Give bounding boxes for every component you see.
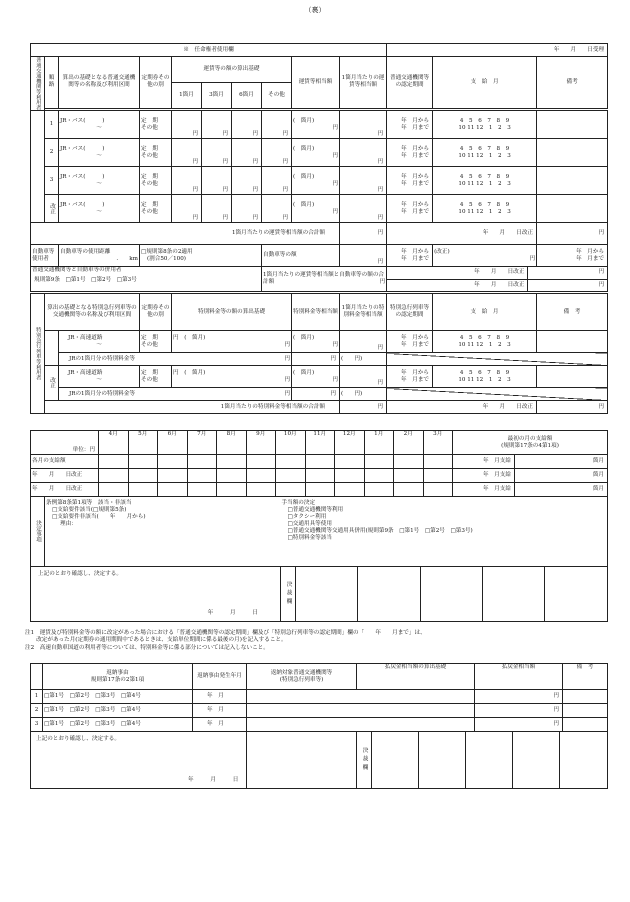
- refund-date[interactable]: 年 月: [193, 704, 247, 718]
- confirm-text: 上記のとおり確認し、決定する。: [38, 571, 122, 577]
- amount-cell[interactable]: [128, 455, 158, 469]
- car-from-2[interactable]: 年 月から: [576, 248, 605, 255]
- car-yen-2[interactable]: 円: [529, 255, 536, 262]
- amount-cell[interactable]: [158, 455, 188, 469]
- express-table: [30, 293, 608, 414]
- refund-row-no: 2: [31, 704, 43, 718]
- ticket-teiki: 定 期: [141, 201, 158, 208]
- note-1a: 注1 運賃及び特別料金等の額に改定があった場合における「普通交通機関等の認定期間」欄及び「特別急行列車等の認定期間」欄の「 年 月まで」は、: [25, 630, 426, 636]
- refund-target[interactable]: [247, 718, 475, 732]
- express-fee-yen: 円: [332, 341, 339, 348]
- months-b[interactable]: 10 11 12 1 2 3: [458, 376, 511, 383]
- row-no-revised: 改正: [45, 195, 59, 223]
- amount-cell[interactable]: [187, 469, 217, 483]
- ticket-other: その他: [141, 152, 158, 159]
- period-from[interactable]: 年 月から: [401, 369, 430, 376]
- period-from[interactable]: 年 月から: [401, 145, 430, 152]
- refund-date-line[interactable]: 年 月 日: [188, 777, 239, 784]
- col-route-no: 順路: [45, 57, 59, 109]
- period-to[interactable]: 年 月まで: [401, 152, 430, 159]
- amount-cell[interactable]: [246, 455, 276, 469]
- pay-month-cell[interactable]: 年 月支給: [453, 455, 515, 469]
- table-row: [31, 111, 608, 139]
- period-from[interactable]: 年 月から: [401, 173, 430, 180]
- amount-cell[interactable]: [364, 469, 394, 483]
- ticket-teiki: 定 期: [141, 369, 158, 376]
- requirement-not-met-checkbox[interactable]: □支給要件非該当( 年 月から): [52, 513, 146, 520]
- requirement-met-checkbox[interactable]: □支給要件該当(□規則第5条): [52, 506, 127, 513]
- express-tilde: ～: [96, 376, 102, 383]
- ticket-teiki: 定 期: [141, 117, 158, 124]
- express-col-basis: 算出の基礎となる特別急行列車等の交通機関等の名称及び利用区間: [45, 294, 140, 331]
- row-no: 2: [45, 139, 59, 167]
- monthly-yen[interactable]: 円: [340, 139, 387, 167]
- ordinance-line[interactable]: 条例第8条第1項等 該当・非該当: [46, 500, 132, 506]
- express-route[interactable]: JR・高速道路: [68, 334, 103, 341]
- approval-stamp-area[interactable]: [466, 732, 513, 788]
- amount-cell[interactable]: [335, 469, 365, 483]
- amount-cell[interactable]: [187, 483, 217, 497]
- month-header: 2月: [394, 431, 424, 455]
- combined-yen[interactable]: 円: [379, 279, 386, 285]
- month-header: 12月: [335, 431, 365, 455]
- method-title: 手当額の決定: [281, 500, 316, 506]
- express-tilde: ～: [96, 341, 102, 348]
- fare-months[interactable]: ( 箇月): [293, 173, 315, 180]
- period-to[interactable]: 年 月まで: [401, 180, 430, 187]
- amount-cell[interactable]: [158, 483, 188, 497]
- method-vehicle-checkbox[interactable]: □交通用具等使用: [287, 520, 332, 527]
- yen-3m[interactable]: 円: [202, 139, 232, 167]
- amount-cell[interactable]: [158, 469, 188, 483]
- route-tilde: ～: [96, 124, 102, 131]
- approval-stamp-area[interactable]: [372, 732, 419, 788]
- amount-cell[interactable]: [217, 455, 247, 469]
- amount-cell[interactable]: [187, 455, 217, 469]
- combined-date-2[interactable]: 年 月 日改正: [387, 279, 528, 291]
- car-to[interactable]: 年 月まで: [401, 255, 430, 262]
- ordinary-transport-table: [30, 43, 608, 292]
- decision-label: 決定事項: [31, 497, 45, 567]
- monthly-yen[interactable]: 円: [340, 167, 387, 195]
- ticket-other: その他: [141, 376, 158, 383]
- amount-cell[interactable]: [217, 469, 247, 483]
- amount-cell[interactable]: [246, 469, 276, 483]
- first-month-sub: (規則第17条の4第1項): [501, 442, 559, 449]
- express-col-remarks: 備 考: [537, 294, 608, 331]
- payment-table: [30, 430, 608, 497]
- col-calc: 運賃等の額の算出基礎: [172, 57, 292, 83]
- yen-3m[interactable]: 円: [202, 167, 232, 195]
- col-remarks: 備考: [537, 57, 608, 109]
- car-rule-ratio: (割合50／100): [147, 255, 186, 262]
- amount-cell[interactable]: [305, 455, 335, 469]
- approval-stamp-area[interactable]: [513, 732, 560, 788]
- period-to[interactable]: 年 月まで: [401, 208, 430, 215]
- amount-cell[interactable]: [305, 483, 335, 497]
- jr-paren[interactable]: ( 円): [340, 353, 387, 366]
- car-amount-label: 自動車等の額: [263, 252, 297, 258]
- refund-amount[interactable]: 円: [475, 690, 563, 704]
- refund-col-target-sub: (特別急行列車等): [279, 676, 324, 683]
- express-route[interactable]: JR・高速道路: [68, 369, 103, 376]
- remarks-cell[interactable]: [537, 366, 608, 388]
- yen-other[interactable]: 円: [262, 195, 292, 223]
- month-header: 11月: [305, 431, 335, 455]
- table-row: [31, 690, 608, 704]
- months-b[interactable]: 10 11 12 1 2 3: [458, 152, 511, 159]
- remarks-cell[interactable]: [537, 111, 608, 139]
- refund-col-basis: 払戻金相当額の算出基礎: [357, 664, 475, 690]
- method-combined-checkbox[interactable]: □普通交通機関等交通用具併用(規則第9条 □第1号 □第2号 □第3号): [287, 527, 473, 534]
- car-user-label: 自動車等使用者: [31, 245, 59, 267]
- months-a[interactable]: 4 5 6 7 8 9: [459, 173, 510, 180]
- table-row: [31, 195, 608, 223]
- remarks-cell[interactable]: [537, 331, 608, 353]
- express-fee-yen: 円: [332, 376, 339, 383]
- ticket-teiki: 定 期: [141, 145, 158, 152]
- total-label: 1箇月当たりの運賃等相当額の合計額: [31, 223, 340, 245]
- refund-date[interactable]: 年 月: [193, 718, 247, 732]
- table-row: [31, 167, 608, 195]
- col-period: 普通交通機関等の認定期間: [387, 57, 433, 109]
- car-from[interactable]: 年 月から: [401, 248, 430, 255]
- first-month-label: 最初の月の支給額: [507, 435, 553, 442]
- months-a[interactable]: 4 5 6 7 8 9: [459, 145, 510, 152]
- route-tilde: ～: [96, 180, 102, 187]
- express-row-no: [45, 331, 59, 366]
- revision-yen[interactable]: 円: [537, 223, 608, 245]
- reason-field[interactable]: 理由：: [60, 520, 77, 527]
- amount-cell[interactable]: [217, 483, 247, 497]
- express-monthly-yen[interactable]: 円: [340, 366, 387, 388]
- period-to[interactable]: 年 月まで: [401, 341, 430, 348]
- diagonal-cell: [387, 388, 608, 401]
- jr-monthly-label: JRの1箇月分の特別料金等 円: [59, 388, 292, 401]
- revision-date[interactable]: 年 月 日改正: [387, 223, 537, 245]
- row-no: 3: [45, 167, 59, 195]
- month-header: 4月: [99, 431, 129, 455]
- yen-other[interactable]: 円: [262, 111, 292, 139]
- table-row: [31, 139, 608, 167]
- pay-month-cell[interactable]: 年 月支給: [453, 483, 515, 497]
- express-row-no-revised: 改正: [45, 366, 59, 401]
- refund-table: [30, 663, 608, 789]
- approval-stamp-area[interactable]: [545, 567, 607, 621]
- month-header: 6月: [158, 431, 188, 455]
- yen-other[interactable]: 円: [262, 139, 292, 167]
- car-revised: (改正): [434, 248, 450, 255]
- refund-remarks[interactable]: [563, 690, 608, 704]
- yen-6m[interactable]: 円: [232, 167, 262, 195]
- express-calc-yen: 円: [284, 341, 291, 348]
- route[interactable]: JR・バス( ): [60, 173, 105, 180]
- method-taxi-checkbox[interactable]: □タクシー利用: [287, 513, 327, 520]
- refund-row-no: 3: [31, 718, 43, 732]
- period-to[interactable]: 年 月まで: [401, 124, 430, 131]
- jr-paren[interactable]: ( 円): [340, 388, 387, 401]
- period-from[interactable]: 年 月から: [401, 334, 430, 341]
- row-no: 1: [45, 111, 59, 139]
- col-6m: 6箇月: [232, 82, 262, 108]
- method-express-checkbox[interactable]: □特別料金等該当: [287, 534, 332, 541]
- amount-cell[interactable]: [99, 469, 129, 483]
- express-total-yen[interactable]: 円: [340, 401, 387, 414]
- months-b[interactable]: 10 11 12 1 2 3: [458, 180, 511, 187]
- approval-stamp-area[interactable]: [419, 732, 466, 788]
- refund-amount[interactable]: 円: [475, 718, 563, 732]
- months-count-cell[interactable]: 箇月: [515, 455, 608, 469]
- express-col-fee: 特別料金等相当額: [292, 294, 340, 331]
- months-a[interactable]: 4 5 6 7 8 9: [459, 201, 510, 208]
- fare-yen: 円: [332, 124, 338, 131]
- note-2: 注2 高速自動車国道の利用者等については、特別料金等に係る部分については記入しないこと。: [25, 644, 269, 651]
- approval-stamp-area[interactable]: [296, 567, 358, 621]
- decision-table: [30, 496, 608, 622]
- table-row: [31, 704, 608, 718]
- col-1m: 1箇月: [172, 82, 202, 108]
- amount-cell[interactable]: [394, 483, 424, 497]
- route-tilde: ～: [96, 152, 102, 159]
- amount-cell[interactable]: [128, 469, 158, 483]
- month-header: 9月: [246, 431, 276, 455]
- months-b[interactable]: 10 11 12 1 2 3: [458, 208, 511, 215]
- ticket-teiki: 定 期: [141, 334, 158, 341]
- express-col-period: 特別急行列車等の認定期間: [387, 294, 433, 331]
- row-monthly-payment: 各月の支給額: [31, 455, 99, 469]
- approval-stamp-area[interactable]: [560, 732, 607, 788]
- months-a[interactable]: 4 5 6 7 8 9: [459, 334, 510, 341]
- col-monthly: 1箇月当たりの運賃等相当額: [340, 57, 387, 109]
- combined-label: 普通交通機関等と自動車等の併用者: [32, 267, 122, 273]
- refund-col-remarks: 備 考: [563, 664, 608, 690]
- category-continue: [31, 111, 45, 223]
- jr-fee-yen[interactable]: 円: [292, 353, 340, 366]
- period-from[interactable]: 年 月から: [401, 117, 430, 124]
- amount-cell[interactable]: [423, 469, 453, 483]
- yen-6m[interactable]: 円: [232, 195, 262, 223]
- refund-date[interactable]: 年 月: [193, 690, 247, 704]
- period-to[interactable]: 年 月まで: [401, 376, 430, 383]
- month-header: 3月: [423, 431, 453, 455]
- remarks-cell[interactable]: [537, 167, 608, 195]
- month-header: 1月: [364, 431, 394, 455]
- remarks-cell[interactable]: [537, 139, 608, 167]
- months-a[interactable]: 4 5 6 7 8 9: [459, 117, 510, 124]
- refund-col-reason: 返納事由: [106, 669, 129, 676]
- express-calc-yen: 円: [284, 376, 291, 383]
- route[interactable]: JR・バス( ): [60, 201, 105, 208]
- refund-col-amount: 払戻金相当額: [475, 664, 563, 690]
- amount-cell[interactable]: [276, 469, 306, 483]
- express-monthly-yen[interactable]: 円: [340, 331, 387, 353]
- refund-reason-checkboxes[interactable]: □第1号 □第2号 □第3号 □第4号: [43, 718, 193, 732]
- amount-cell[interactable]: [246, 483, 276, 497]
- refund-col-target: 返納対象普通交通機関等: [270, 669, 333, 676]
- combined-total-label: 1箇月当たりの運賃等相当額と自動車等の額の合計額: [263, 272, 385, 285]
- row-revision-1: 年 月 日改正: [31, 469, 99, 483]
- yen-1m[interactable]: 円: [172, 195, 202, 223]
- col-fare: 運賃等相当額: [292, 57, 340, 109]
- amount-cell[interactable]: [394, 455, 424, 469]
- fare-yen: 円: [332, 152, 338, 159]
- refund-remarks[interactable]: [563, 704, 608, 718]
- amount-cell[interactable]: [394, 469, 424, 483]
- route-tilde: ～: [96, 208, 102, 215]
- yen-1m[interactable]: 円: [172, 139, 202, 167]
- yen-3m[interactable]: 円: [202, 195, 232, 223]
- amount-cell[interactable]: [423, 455, 453, 469]
- refund-approval-label: 決裁欄: [357, 732, 372, 788]
- express-fee-months[interactable]: ( 箇月): [293, 334, 315, 341]
- jr-monthly-yen[interactable]: 円: [284, 355, 291, 362]
- amount-cell[interactable]: [99, 455, 129, 469]
- yen-other[interactable]: 円: [262, 167, 292, 195]
- yen-1m[interactable]: 円: [172, 111, 202, 139]
- refund-target[interactable]: [247, 704, 475, 718]
- express-total-label: 1箇月当たりの特別料金等相当額の合計額: [45, 401, 340, 414]
- col-3m: 3箇月: [202, 82, 232, 108]
- car-rule[interactable]: □規則第8条の2適用: [141, 248, 193, 255]
- amount-cell[interactable]: [335, 483, 365, 497]
- col-basis: 算出の基礎となる普通交通機関等の名称及び利用区間: [59, 57, 140, 109]
- months-count-cell[interactable]: 箇月: [515, 483, 608, 497]
- months-b[interactable]: 10 11 12 1 2 3: [458, 124, 511, 131]
- refund-target[interactable]: [247, 690, 475, 704]
- total-yen[interactable]: 円: [340, 223, 387, 245]
- months-b[interactable]: 10 11 12 1 2 3: [458, 341, 511, 348]
- fare-months[interactable]: ( 箇月): [293, 201, 315, 208]
- ticket-other: その他: [141, 208, 158, 215]
- approval-stamp-area[interactable]: [358, 567, 420, 621]
- combined-rule[interactable]: 規則第9条 □第1号 □第2号 □第3号: [34, 276, 137, 283]
- table-row: [31, 366, 608, 388]
- officer-use-label: ※ 任命権者使用欄: [31, 44, 387, 57]
- decision-date[interactable]: 年 月 日: [207, 610, 258, 617]
- ticket-teiki: 定 期: [141, 173, 158, 180]
- jr-monthly-yen[interactable]: 円: [284, 390, 291, 397]
- amount-cell[interactable]: [423, 483, 453, 497]
- page-label: （裏）: [304, 6, 326, 14]
- amount-cell[interactable]: [364, 483, 394, 497]
- category-label: 普通交通機関等利用者: [31, 57, 45, 111]
- express-col-ticket: 定期券その他の別: [140, 294, 172, 331]
- yen-3m[interactable]: 円: [202, 111, 232, 139]
- refund-row-no: 1: [31, 690, 43, 704]
- fare-yen: 円: [332, 208, 338, 215]
- row-revision-2: 年 月 日改正: [31, 483, 99, 497]
- month-header: 10月: [276, 431, 306, 455]
- month-header: 5月: [128, 431, 158, 455]
- route[interactable]: JR・バス( ): [60, 117, 105, 124]
- express-revision-yen[interactable]: 円: [537, 401, 608, 414]
- yen-6m[interactable]: 円: [232, 139, 262, 167]
- route[interactable]: JR・バス( ): [60, 145, 105, 152]
- express-col-monthly: 1箇月当たりの特別料金等相当額: [340, 294, 387, 331]
- combined-date-1[interactable]: 年 月 日改正: [387, 267, 528, 279]
- express-col-payment-month: 支 給 月: [433, 294, 537, 331]
- amount-cell[interactable]: [99, 483, 129, 497]
- amount-cell[interactable]: [305, 469, 335, 483]
- table-row: [31, 718, 608, 732]
- refund-amount[interactable]: 円: [475, 704, 563, 718]
- note-1b: 改定があった月(定期券の通用期間中であるときは、支給単位期間に係る最後の月)を記入すること。: [25, 637, 287, 644]
- received-date: 年 月 日受理: [387, 44, 608, 57]
- amount-cell[interactable]: [276, 455, 306, 469]
- method-ordinary-checkbox[interactable]: □普通交通機関等利用: [287, 506, 344, 513]
- fare-yen: 円: [332, 180, 338, 187]
- approval-stamp-area[interactable]: [420, 567, 482, 621]
- express-revision-date[interactable]: 年 月 日改正: [387, 401, 537, 414]
- refund-col-date: 返納事由発生年月: [193, 664, 247, 690]
- col-ticket-type: 定期券その他の別: [140, 57, 172, 109]
- jr-fee-yen[interactable]: 円: [292, 388, 340, 401]
- car-km[interactable]: . km: [116, 255, 138, 262]
- pay-month-cell[interactable]: 年 月支給: [453, 469, 515, 483]
- amount-cell[interactable]: [364, 455, 394, 469]
- diagonal-cell: [387, 353, 608, 366]
- monthly-yen[interactable]: 円: [340, 111, 387, 139]
- yen-6m[interactable]: 円: [232, 111, 262, 139]
- amount-cell[interactable]: [128, 483, 158, 497]
- ticket-other: その他: [141, 341, 158, 348]
- approval-stamp-area[interactable]: [482, 567, 544, 621]
- fare-months[interactable]: ( 箇月): [293, 145, 315, 152]
- express-fee-months[interactable]: ( 箇月): [293, 369, 315, 376]
- combined-yen-2[interactable]: 円: [528, 279, 607, 291]
- month-header: 7月: [187, 431, 217, 455]
- combined-yen-1[interactable]: 円: [528, 267, 607, 279]
- express-calc[interactable]: 円 ( 箇月): [173, 369, 206, 376]
- express-col-calc: 特別料金等の額の算出基礎: [172, 294, 292, 331]
- refund-remarks[interactable]: [563, 718, 608, 732]
- yen-1m[interactable]: 円: [172, 167, 202, 195]
- refund-col-reason-sub: 規則第17条の2第1項: [90, 676, 145, 683]
- ticket-other: その他: [141, 180, 158, 187]
- months-count-cell[interactable]: 箇月: [515, 469, 608, 483]
- ticket-other: その他: [141, 124, 158, 131]
- refund-confirm-text: 上記のとおり確認し、決定する。: [36, 736, 120, 742]
- amount-cell[interactable]: [276, 483, 306, 497]
- amount-cell[interactable]: [335, 455, 365, 469]
- refund-reason-checkboxes[interactable]: □第1号 □第2号 □第3号 □第4号: [43, 690, 193, 704]
- approval-label: 決裁欄: [281, 567, 296, 621]
- car-to-2[interactable]: 年 月まで: [576, 255, 605, 262]
- table-row: [31, 331, 608, 353]
- remarks-cell[interactable]: [537, 195, 608, 223]
- notes: [25, 630, 615, 652]
- month-header: 8月: [217, 431, 247, 455]
- car-distance-label: 自動車等の使用距離: [60, 248, 111, 255]
- col-payment-month: 支 給 月: [433, 57, 537, 109]
- express-category-label: 特別急行列車等利用者: [31, 294, 45, 414]
- unit-label: 単位：円: [31, 431, 99, 455]
- fare-months[interactable]: ( 箇月): [293, 117, 315, 124]
- period-from[interactable]: 年 月から: [401, 201, 430, 208]
- monthly-yen[interactable]: 円: [340, 195, 387, 223]
- car-yen[interactable]: 円: [340, 245, 387, 267]
- express-calc[interactable]: 円 ( 箇月): [173, 334, 206, 341]
- col-other: その他: [262, 82, 292, 108]
- months-a[interactable]: 4 5 6 7 8 9: [459, 369, 510, 376]
- refund-reason-checkboxes[interactable]: □第1号 □第2号 □第3号 □第4号: [43, 704, 193, 718]
- jr-monthly-label: JRの1箇月分の特別料金等 円: [59, 353, 292, 366]
